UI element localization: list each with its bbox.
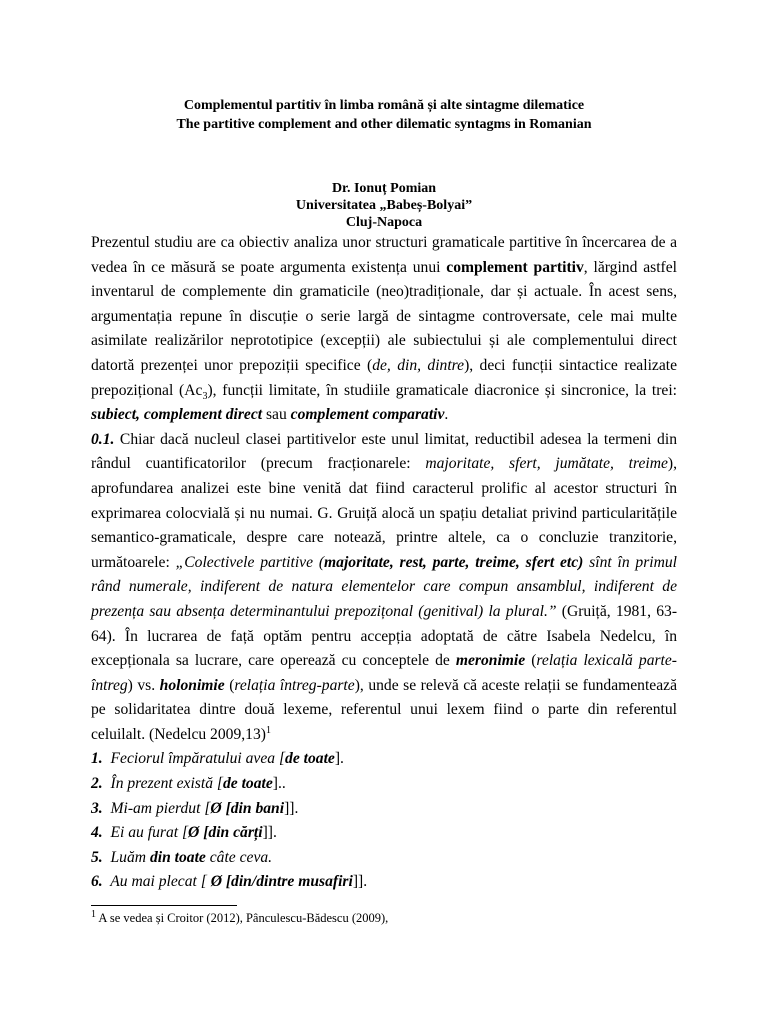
text-run: .: [444, 406, 449, 424]
example-text: Au mai plecat [: [110, 873, 211, 891]
prepositions-list: de, din, dintre: [372, 356, 465, 374]
term-meronimie: meronimie: [455, 652, 526, 670]
paragraph-0-1: [91, 428, 677, 748]
fractions-list: majoritate, sfert, jumătate, treime: [425, 455, 668, 473]
title-block: [91, 96, 677, 134]
example-number: 1.: [91, 750, 103, 768]
text-run: (: [224, 676, 235, 694]
definition-holonimie: relația întreg-parte: [234, 676, 355, 694]
paragraph-abstract: [91, 231, 677, 428]
quote-start: „Colectivele partitive (: [175, 553, 325, 571]
example-text: ]].: [352, 873, 368, 891]
footnote-text: A se vedea și Croitor (2012), Pânculescu-Bădescu (2009),: [96, 911, 389, 926]
example-text: În prezent există [: [110, 775, 223, 793]
title-english: The partitive complement and other dilematic syntagms in Romanian: [176, 117, 592, 132]
text-run: sau: [262, 406, 291, 424]
footnote-divider: [91, 905, 237, 906]
example-text: Mi-am pierdut [: [110, 799, 211, 817]
example-text: ]].: [284, 799, 299, 817]
example-item: [91, 747, 677, 772]
example-partitive: de toate: [222, 775, 273, 793]
text-run: ), aprofundarea analizei este bine venită dat fiind caracterul prolific al acestor structuri în exprimarea colocvială și nu numai. G. Gruiță alocă un spațiu detaliat privind particularitățile semantico-gramaticale, despre care notează, printre altele, ca o concluzie tranzitorie, următoarele:: [91, 455, 678, 571]
example-text: ]..: [272, 775, 286, 793]
footnote-reference[interactable]: 1: [265, 724, 271, 736]
quote-terms: majoritate, rest, parte, treime, sfert etc): [324, 553, 584, 571]
example-text: Ei au furat [: [110, 824, 189, 842]
subscript: 3: [202, 390, 208, 402]
text-run: ), funcții limitate, în studiile gramaticale diacronice și sincronice, la trei:: [207, 381, 678, 399]
example-partitive: Ø [din/dintre musafiri: [210, 873, 353, 891]
author-university: Universitatea „Babeș-Bolyai”: [295, 198, 473, 213]
text-run: (Gruiță, 1981, 63-64). În lucrarea de față optăm pentru accepția adoptată de către Isabela Nedelcu, în excepționala sa lucrare, care operează cu conceptele de: [91, 602, 678, 670]
example-item: [91, 870, 677, 895]
text-run: Prezentul studiu are ca obiectiv analiza unor structuri gramaticale partitive în încercarea de a vedea în ce măsură se poate argumenta existența unui: [91, 234, 677, 276]
term-complement-comparativ: complement comparativ: [290, 406, 445, 424]
example-partitive: Ø [din cărți: [188, 824, 263, 842]
author-name: Dr. Ionuț Pomian: [331, 181, 437, 196]
example-number: 3.: [91, 799, 103, 817]
example-item: [91, 772, 677, 797]
text-run: ) vs.: [127, 676, 160, 694]
document-page: [91, 96, 677, 926]
example-partitive: din toate: [149, 848, 206, 866]
footnote-mark: 1: [91, 908, 96, 920]
example-text: Feciorul împăratului avea [: [110, 750, 286, 768]
term-functions: subiect, complement direct: [91, 406, 263, 424]
term-complement-partitiv: complement partitiv: [446, 258, 584, 276]
text-run: Chiar dacă nucleul clasei partitivelor este unul limitat, reductibil adesea la termeni din rândul cuantificatorilor (precum fracționarele:: [91, 430, 677, 473]
example-partitive: Ø [din bani: [210, 799, 285, 817]
examples-list: [91, 747, 677, 895]
example-number: 4.: [91, 824, 103, 842]
text-run: ), unde se relevă că aceste relații se fundamentează pe solidaritatea dintre două lexeme, referentul unui lexem fiind o parte din referentul celuilalt. (Nedelcu 2009,13): [91, 676, 677, 743]
footnote: [91, 910, 677, 926]
text-run: ), deci funcții sintactice realizate prepozițional (Ac: [91, 356, 677, 399]
quote-end: sînt în primul rând numerale, indiferent de natura elementelor care compun ansamblul, indiferent de prezența sau absența determinantului prepozițonal (genitival) la plural.”: [91, 553, 677, 620]
example-item: [91, 846, 677, 871]
text-run: , lărgind astfel inventarul de complemente din gramaticile (neo)tradiționale, dar și actuale. În acest sens, argumentația repune în discuție o serie largă de sintagme controversate, cele mai multe asimilate realizărilor neprototipice (excepții) ale subiectului și ale complementului direct datortă prezenței unor prepoziții specifice (: [91, 258, 677, 374]
title-romanian: Complementul partitiv în limba română și alte sintagme dilematice: [183, 98, 585, 113]
example-text: câte ceva.: [205, 848, 273, 866]
example-number: 6.: [91, 873, 103, 891]
example-text: Luăm: [110, 848, 150, 866]
section-number: 0.1.: [91, 430, 115, 448]
term-holonimie: holonimie: [159, 676, 225, 694]
example-number: 2.: [91, 775, 103, 793]
example-text: ]].: [262, 824, 277, 842]
body-text: [91, 231, 677, 747]
definition-meronimie: relația lexicală parte-întreg: [91, 652, 677, 694]
example-partitive: de toate: [285, 750, 335, 768]
example-item: [91, 797, 677, 822]
text-run: (: [525, 652, 537, 670]
author-block: [91, 180, 677, 231]
example-text: ].: [334, 750, 344, 768]
example-item: [91, 821, 677, 846]
example-number: 5.: [91, 848, 103, 866]
author-city: Cluj-Napoca: [345, 215, 423, 230]
